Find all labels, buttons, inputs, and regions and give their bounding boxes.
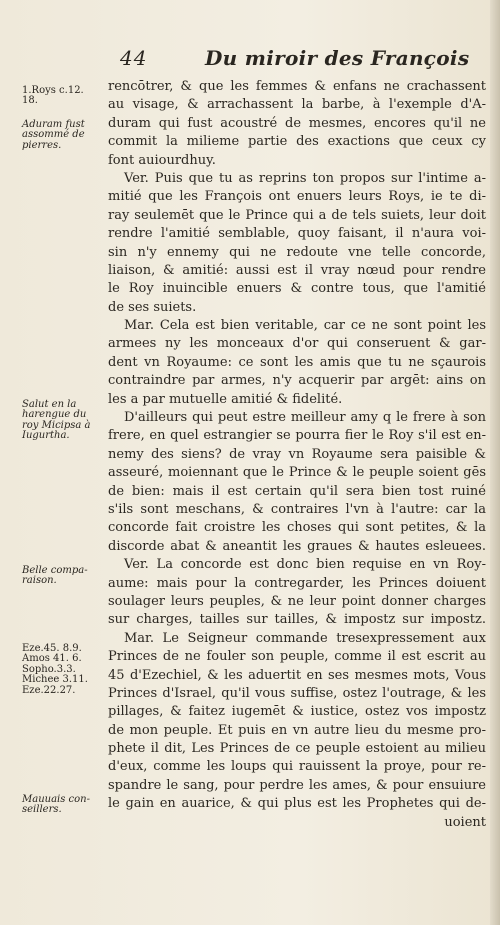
text-line: duram qui fust acoustré de mesmes, encores qu'il ne: [108, 115, 486, 131]
text-line: font auiourdhuy.: [108, 152, 216, 168]
margin-note-line: harengue du: [22, 409, 87, 421]
text-line: Ver. La concorde est donc bien requise en vn Roy-: [124, 557, 486, 573]
catchword: uoient: [444, 814, 486, 830]
margin-note-line: Sopho.3.3.: [22, 663, 76, 675]
text-line: Mar. Le Seigneur commande tresexpressement aux: [124, 630, 486, 646]
text-line: de mon peuple. Et puis en vn autre lieu du mesme pro-: [108, 722, 486, 738]
margin-note-line: Salut en la: [22, 399, 77, 410]
text-line: armees ny les monceaux d'or qui conseruent & gar-: [108, 336, 486, 352]
text-line: commit la milieme partie des exactions que ceux cy: [108, 134, 486, 150]
text-line: D'ailleurs qui peut estre meilleur amy q le frere à son: [124, 410, 486, 426]
text-line: liaison, & amitié: aussi est il vray nœud pour rendre: [108, 262, 486, 278]
margin-note-line: Amos 41. 6.: [22, 653, 82, 665]
margin-note-line: Eze.22.27.: [22, 684, 76, 696]
text-line: contraindre par armes, n'y acquerir par argēt: ains on: [108, 373, 486, 389]
margin-note-salut: [22, 400, 110, 442]
margin-note-line: raison.: [22, 575, 57, 587]
text-line: Ver. Puis que tu as reprins ton propos sur l'intime a-: [124, 170, 486, 186]
text-line: nemy des siens? de vray vn Royaume sera paisible &: [108, 446, 486, 462]
margin-note-line: Mauuais con-: [22, 794, 90, 805]
page-gutter-shadow: [490, 0, 500, 925]
text-line: le Roy inuincible enuers & contre tous, que l'amitié: [108, 281, 486, 297]
margin-note-line: Eze.45. 8.9.: [22, 643, 82, 654]
text-line: soulager leurs peuples, & ne leur point donner charges: [108, 593, 486, 609]
margin-note-rois: [22, 86, 110, 107]
margin-note-belle: [22, 566, 110, 587]
text-line: de bien: mais il est certain qu'il sera bien tost ruiné: [108, 483, 486, 499]
margin-note-line: pierres.: [22, 139, 62, 151]
text-line: les a par mutuelle amitié & fidelité.: [108, 391, 343, 407]
text-line: pillages, & faitez iugemēt & iustice, ostez vos impostz: [108, 704, 486, 720]
margin-note-line: 1.Roys c.12.: [22, 85, 84, 96]
text-line: frere, en quel estrangier se pourra fier le Roy s'il est en-: [108, 428, 486, 444]
text-line: asseuré, moiennant que le Prince & le peuple soient gēs: [108, 465, 486, 481]
text-line: Mar. Cela est bien veritable, car ce ne sont point les: [124, 318, 486, 334]
text-line: concorde fait croistre les choses qui sont petites, & la: [108, 520, 486, 536]
margin-note-line: assommé de: [22, 129, 85, 141]
text-line: au visage, & arrachassent la barbe, à l'exemple d'A-: [108, 97, 486, 113]
text-line: sur charges, tailles sur tailles, & impostz sur impostz.: [108, 612, 486, 628]
text-line: rendre l'amitié semblable, quoy faisant, il n'aura voi-: [108, 226, 486, 242]
margin-note-line: Iugurtha.: [22, 430, 70, 442]
text-line: rencōtrer, & que les femmes & enfans ne crachassent: [108, 79, 486, 94]
text-line: mitié que les François ont enuers leurs Roys, ie te di-: [108, 189, 486, 205]
margin-note-line: 18.: [22, 95, 38, 107]
text-line: Princes d'Israel, qu'il vous suffise, ostez l'outrage, & les: [108, 685, 486, 701]
text-line: de ses suiets.: [108, 299, 197, 315]
margin-note-line: Michee 3.11.: [22, 674, 88, 686]
text-line: d'eux, comme les loups qui rauissent la proye, pour re-: [108, 759, 486, 775]
text-line: aume: mais pour la contregarder, les Princes doiuent: [108, 575, 486, 591]
text-line: phete il dit, Les Princes de ce peuple estoient au milieu: [108, 741, 486, 757]
page-number: 44: [120, 46, 148, 70]
running-title: Du miroir des François: [205, 46, 470, 70]
text-line: s'ils sont meschans, & contraires l'vn à l'autre: car la: [108, 501, 486, 517]
text-line: le gain en auarice, & qui plus est les Prophetes qui de-: [108, 796, 486, 812]
margin-note-line: Aduram fust: [22, 119, 85, 130]
text-line: sin n'y ennemy qui ne redoute vne telle concorde,: [108, 244, 486, 260]
margin-note-line: roy Micipsa à: [22, 419, 91, 431]
text-line: ray seulemēt que le Prince qui a de tels suiets, leur doit: [108, 207, 486, 223]
margin-note-line: seillers.: [22, 804, 62, 816]
text-line: dent vn Royaume: ce sont les amis que tu ne sçaurois: [108, 354, 486, 370]
margin-note-mauvais: [22, 795, 110, 816]
running-header: [120, 46, 490, 72]
text-line: 45 d'Ezechiel, & les aduertit en ses mesmes mots, Vous: [108, 667, 486, 683]
text-line: discorde abat & aneantit les graues & hautes esleuees.: [108, 538, 486, 554]
margin-note-refs: [22, 644, 110, 696]
margin-note-line: Belle compa-: [22, 565, 88, 576]
body-text: [108, 78, 486, 832]
text-line: spandre le sang, pour perdre les ames, & pour ensuiure: [108, 777, 486, 793]
text-line: Princes de ne fouler son peuple, comme il est escrit au: [108, 649, 486, 665]
margin-note-aduram: [22, 120, 110, 151]
